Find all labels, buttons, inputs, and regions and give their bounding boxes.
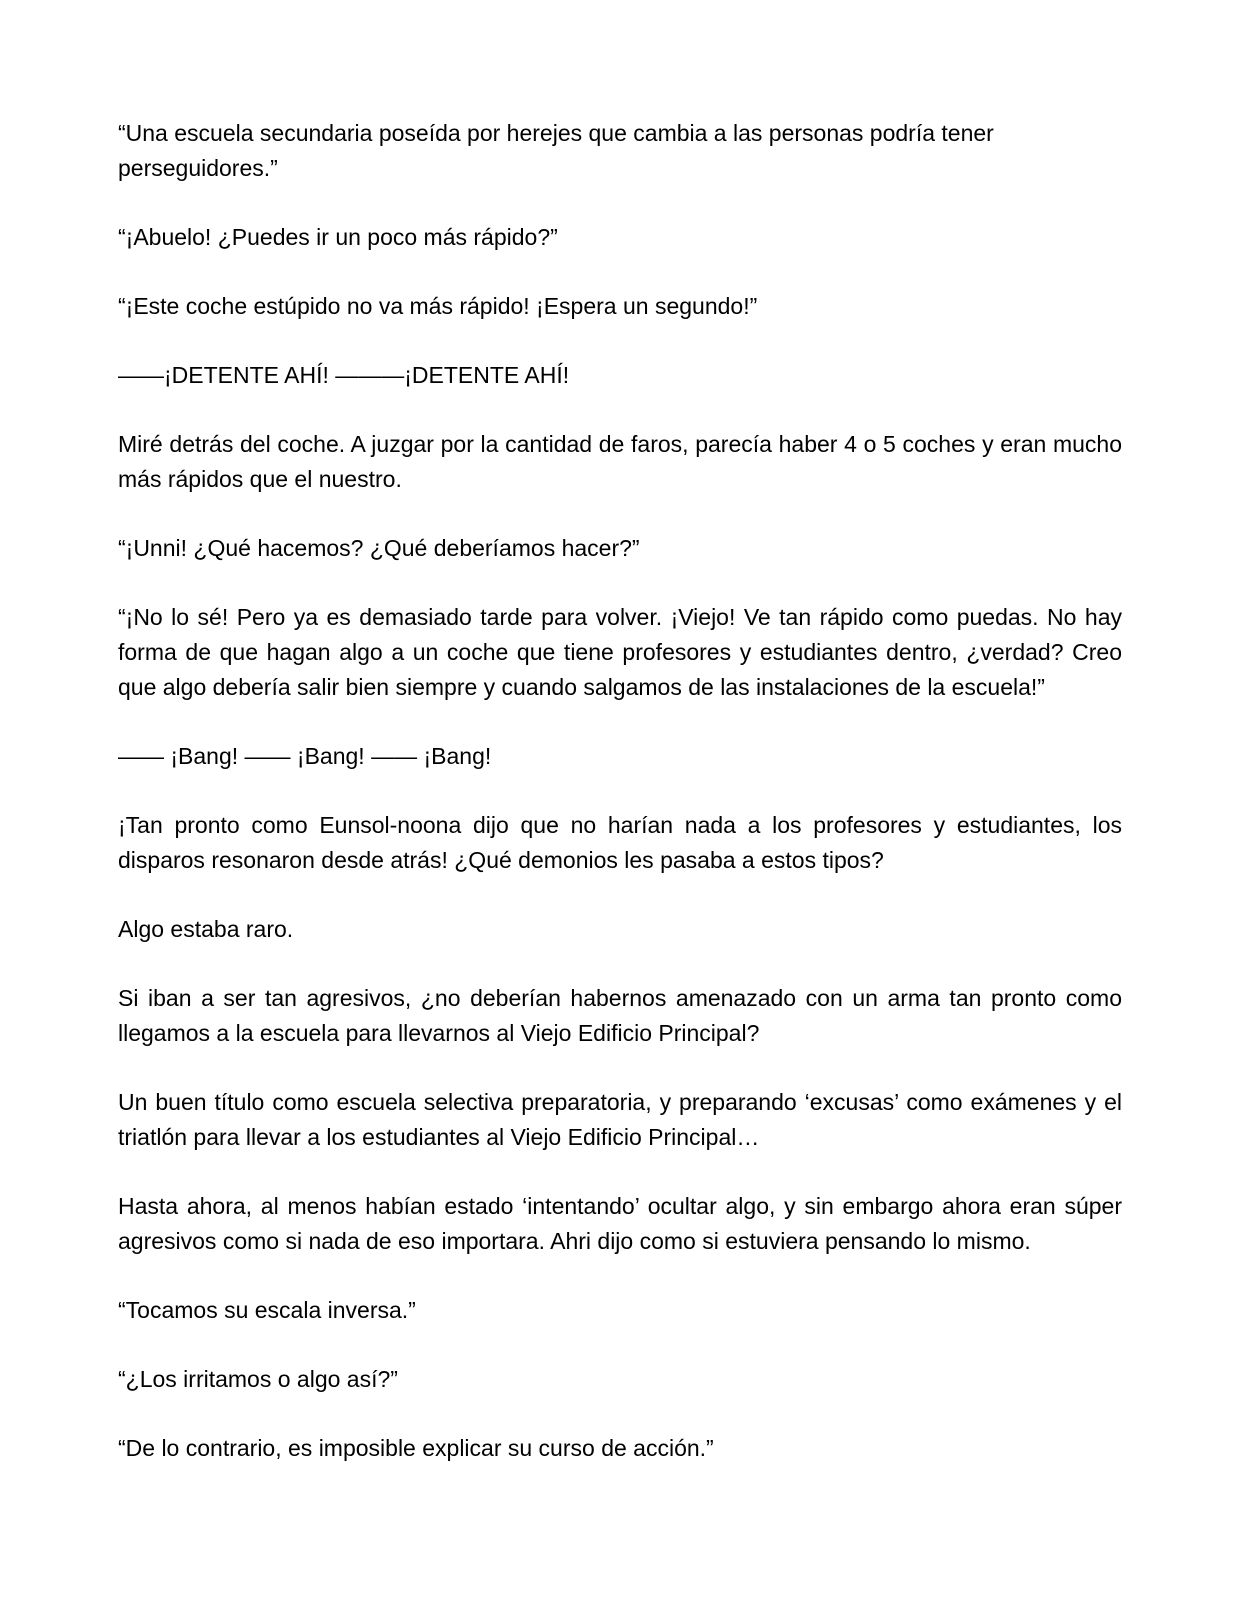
paragraph: Miré detrás del coche. A juzgar por la cantidad de faros, parecía haber 4 o 5 coches y eran mucho más rápidos que el nuestro. <box>118 431 1122 492</box>
paragraph: Algo estaba raro. <box>118 916 294 942</box>
paragraph: “Tocamos su escala inversa.” <box>118 1297 416 1323</box>
paragraph: “De lo contrario, es imposible explicar su curso de acción.” <box>118 1435 714 1461</box>
paragraph: Un buen título como escuela selectiva preparatoria, y preparando ‘excusas’ como exámenes y el triatlón para llevar a los estudiantes al Viejo Edificio Principal… <box>118 1089 1122 1150</box>
paragraph: “¡Este coche estúpido no va más rápido! ¡Espera un segundo!” <box>118 293 758 319</box>
paragraph: “¡No lo sé! Pero ya es demasiado tarde para volver. ¡Viejo! Ve tan rápido como puedas. No hay forma de que hagan algo a un coche que tiene profesores y estudiantes dentro, ¿verdad? Creo que algo debería salir bien siempre y cuando salgamos de las instalaciones de la escuela!” <box>118 604 1122 700</box>
paragraph: —— ¡Bang! —— ¡Bang! —— ¡Bang! <box>118 743 492 769</box>
paragraph: ¡Tan pronto como Eunsol-noona dijo que no harían nada a los profesores y estudiantes, los disparos resonaron desde atrás! ¿Qué demonios les pasaba a estos tipos? <box>118 812 1122 873</box>
paragraph: “Una escuela secundaria poseída por herejes que cambia a las personas podría tener perseguidores.” <box>118 120 994 181</box>
paragraph: Hasta ahora, al menos habían estado ‘intentando’ ocultar algo, y sin embargo ahora eran súper agresivos como si nada de eso importara. Ahri dijo como si estuviera pensando lo mismo. <box>118 1193 1122 1254</box>
paragraph: ——¡DETENTE AHÍ! ———¡DETENTE AHÍ! <box>118 362 570 388</box>
paragraph: “¿Los irritamos o algo así?” <box>118 1366 398 1392</box>
paragraph: “¡Abuelo! ¿Puedes ir un poco más rápido?” <box>118 224 558 250</box>
paragraph: Si iban a ser tan agresivos, ¿no deberían habernos amenazado con un arma tan pronto como llegamos a la escuela para llevarnos al Viejo Edificio Principal? <box>118 985 1122 1046</box>
paragraph: “¡Unni! ¿Qué hacemos? ¿Qué deberíamos hacer?” <box>118 535 640 561</box>
document-body <box>118 116 1122 1500</box>
